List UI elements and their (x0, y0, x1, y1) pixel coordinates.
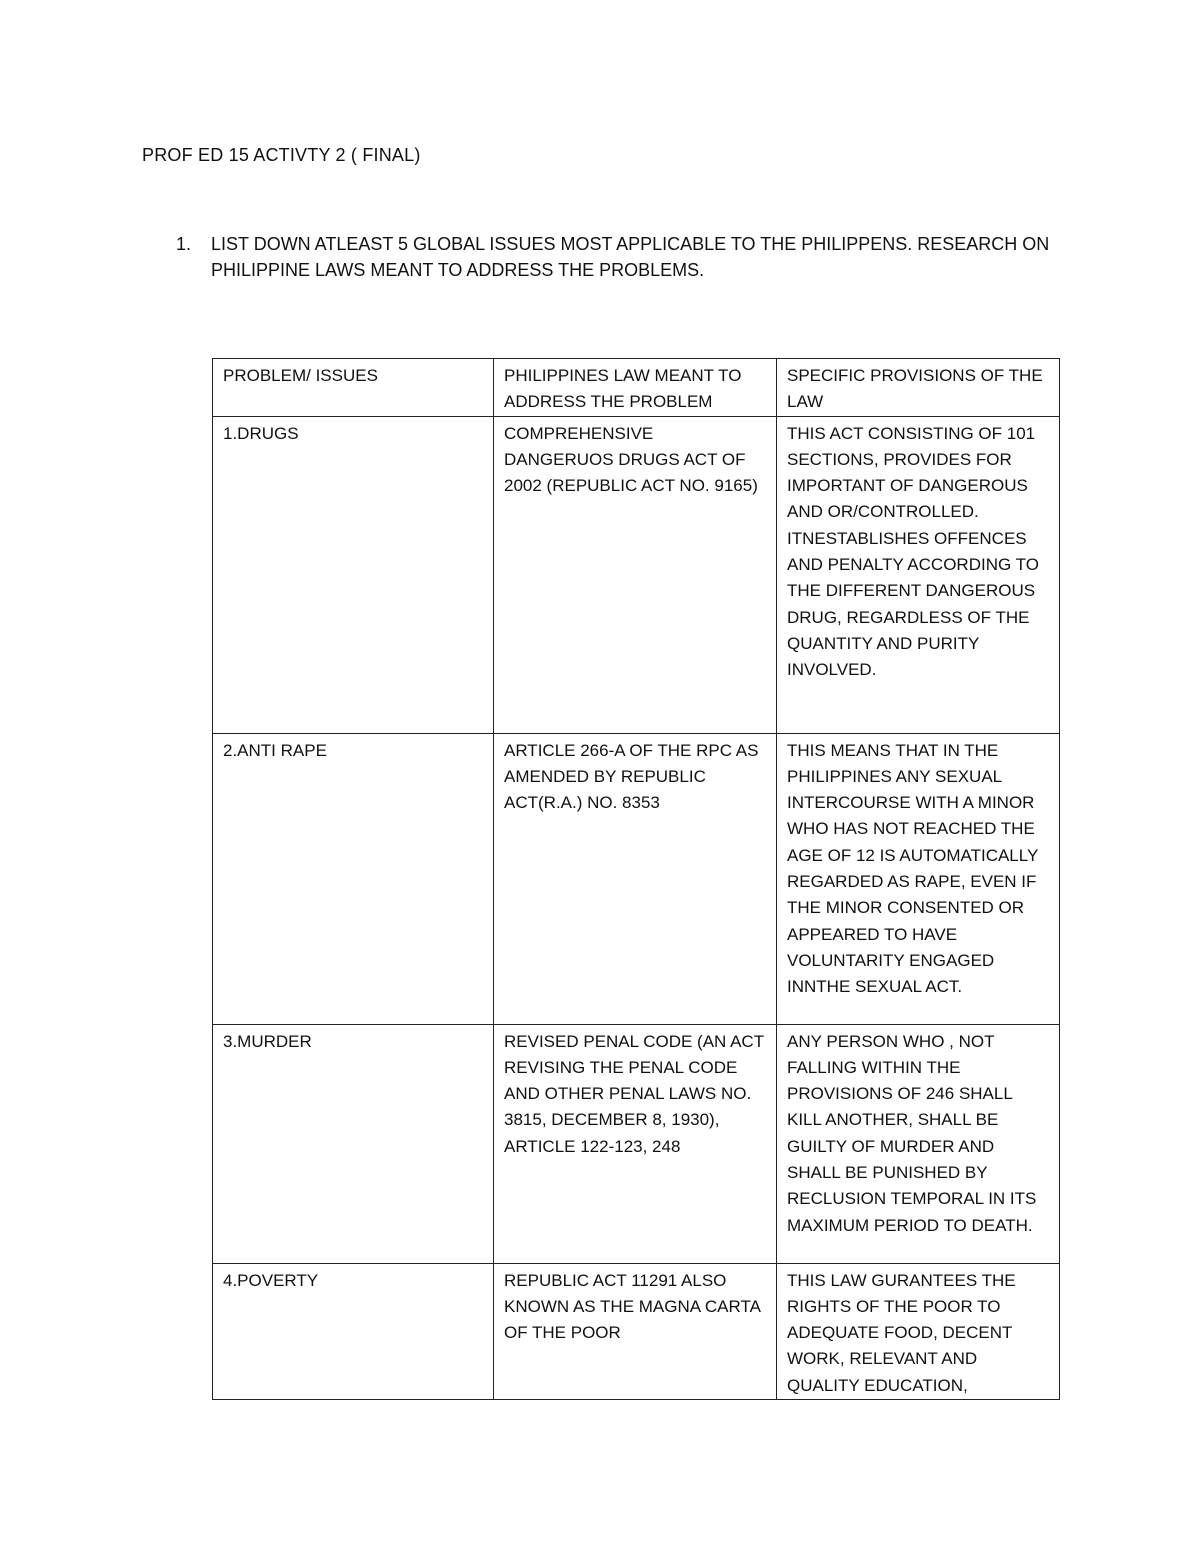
header-problem-issues: PROBLEM/ ISSUES (213, 359, 494, 417)
laws-table (212, 358, 1060, 1400)
issue-cell: 3.MURDER (213, 1024, 494, 1263)
provisions-cell: THIS MEANS THAT IN THE PHILIPPINES ANY SEXUAL INTERCOURSE WITH A MINOR WHO HAS NOT REACHED THE AGE OF 12 IS AUTOMATICALLY REGARDED AS RAPE, EVEN IF THE MINOR CONSENTED OR APPEARED TO HAVE VOLUNTARITY ENGAGED INNTHE SEXUAL ACT. (777, 733, 1060, 1024)
provisions-cell: THIS ACT CONSISTING OF 101 SECTIONS, PROVIDES FOR IMPORTANT OF DANGEROUS AND OR/CONTROLLED. ITNESTABLISHES OFFENCES AND PENALTY ACCORDING TO THE DIFFERENT DANGEROUS DRUG, REGARDLESS OF THE QUANTITY AND PURITY INVOLVED. (777, 416, 1060, 733)
table-row (213, 1024, 1060, 1263)
question-number: 1. (176, 234, 192, 254)
law-cell: COMPREHENSIVE DANGERUOS DRUGS ACT OF 2002 (REPUBLIC ACT NO. 9165) (494, 416, 777, 733)
question-item (176, 231, 1056, 283)
issue-cell: 2.ANTI RAPE (213, 733, 494, 1024)
law-cell: REVISED PENAL CODE (AN ACT REVISING THE PENAL CODE AND OTHER PENAL LAWS NO. 3815, DECEMBER 8, 1930), ARTICLE 122-123, 248 (494, 1024, 777, 1263)
question-text: LIST DOWN ATLEAST 5 GLOBAL ISSUES MOST APPLICABLE TO THE PHILIPPENS. RESEARCH ON PHILIPPINE LAWS MEANT TO ADDRESS THE PROBLEMS. (211, 234, 1050, 280)
provisions-cell: THIS LAW GURANTEES THE RIGHTS OF THE POOR TO ADEQUATE FOOD, DECENT WORK, RELEVANT AND QUALITY EDUCATION, (777, 1263, 1060, 1399)
table-row (213, 1263, 1060, 1399)
table-header-row (213, 359, 1060, 417)
issue-cell: 4.POVERTY (213, 1263, 494, 1399)
law-cell: REPUBLIC ACT 11291 ALSO KNOWN AS THE MAGNA CARTA OF THE POOR (494, 1263, 777, 1399)
header-specific-provisions: SPECIFIC PROVISIONS OF THE LAW (777, 359, 1060, 417)
header-philippines-law: PHILIPPINES LAW MEANT TO ADDRESS THE PROBLEM (494, 359, 777, 417)
law-cell: ARTICLE 266-A OF THE RPC AS AMENDED BY REPUBLIC ACT(R.A.) NO. 8353 (494, 733, 777, 1024)
table-row (213, 416, 1060, 733)
issue-cell: 1.DRUGS (213, 416, 494, 733)
document-title: PROF ED 15 ACTIVTY 2 ( FINAL) (142, 145, 421, 165)
table-row (213, 733, 1060, 1024)
provisions-cell: ANY PERSON WHO , NOT FALLING WITHIN THE PROVISIONS OF 246 SHALL KILL ANOTHER, SHALL BE GUILTY OF MURDER AND SHALL BE PUNISHED BY RECLUSION TEMPORAL IN ITS MAXIMUM PERIOD TO DEATH. (777, 1024, 1060, 1263)
